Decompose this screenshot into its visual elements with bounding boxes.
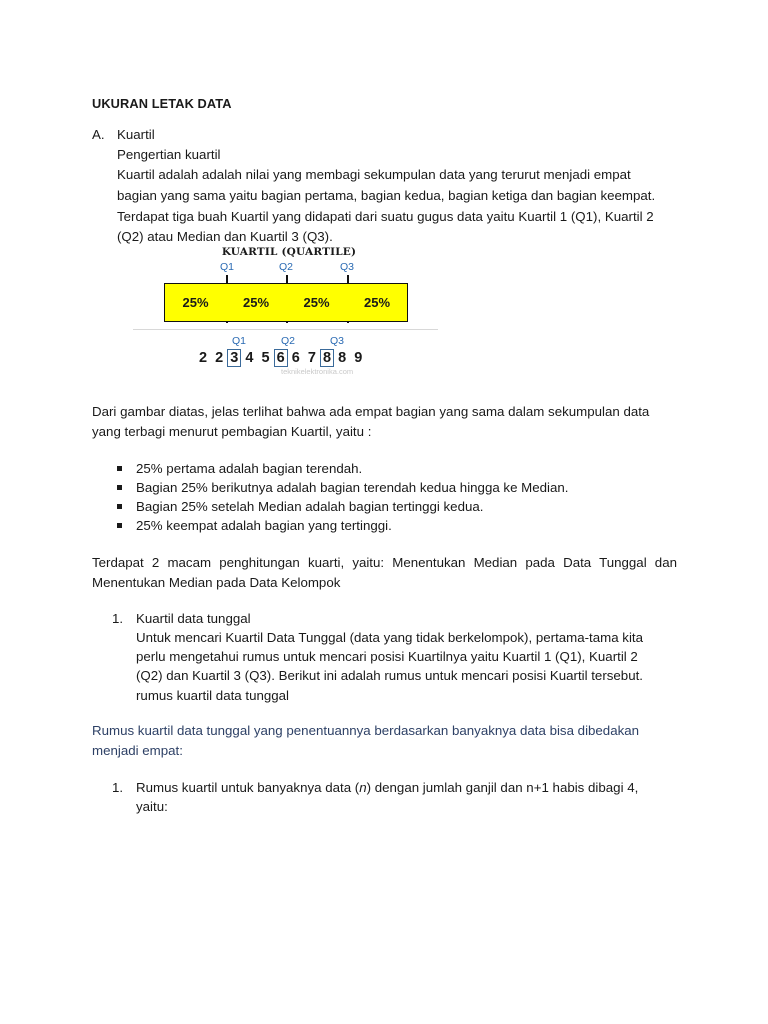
- document-title: UKURAN LETAK DATA: [92, 96, 232, 111]
- segment-3: 25%: [303, 295, 330, 310]
- bullet-item: 25% keempat adalah bagian yang tertinggi.: [136, 518, 392, 533]
- paragraph-line: Terdapat 2 macam penghitungan kuarti, yaitu: Menentukan Median pada Data Tunggal dan: [92, 555, 677, 570]
- paragraph-line: Kuartil adalah adalah nilai yang membagi sekumpulan data yang terurut menjadi empat: [117, 167, 631, 182]
- quartile-bar: [164, 283, 408, 322]
- seq-value: 9: [354, 350, 363, 366]
- paragraph-line: Dari gambar diatas, jelas terlihat bahwa ada empat bagian yang sama dalam sekumpulan data: [92, 404, 650, 419]
- section-a-subheading: Pengertian kuartil: [117, 147, 221, 162]
- segment-2: 25%: [242, 295, 270, 310]
- bullet-square-icon: [117, 523, 122, 528]
- bullet-square-icon: [117, 466, 122, 471]
- lower-label-q2: Q2: [281, 335, 296, 347]
- seq-value: 2: [199, 350, 208, 366]
- data-sequence: [199, 350, 362, 366]
- blue-paragraph-line: Rumus kuartil data tunggal yang penentuannya berdasarkan banyaknya data bisa dibedakan: [92, 723, 640, 738]
- seq-value: 5: [261, 350, 270, 366]
- rumus-text: Rumus kuartil untuk banyaknya data (: [136, 780, 360, 795]
- rumus-variable: n: [359, 780, 367, 795]
- bullet-item: Bagian 25% setelah Median adalah bagian tertinggi kedua.: [136, 499, 484, 514]
- seq-value: 7: [307, 350, 316, 366]
- seq-value: 2: [215, 350, 224, 366]
- bullet-square-icon: [117, 504, 122, 509]
- figure-divider: [133, 329, 438, 330]
- lower-label-q3: Q3: [330, 335, 345, 347]
- quartile-label-q1: Q1: [220, 261, 235, 273]
- item1-line: rumus kuartil data tunggal: [136, 688, 289, 703]
- item1-line: (Q2) dan Kuartil 3 (Q3). Berikut ini adalah rumus untuk mencari posisi Kuartil tersebut.: [136, 668, 643, 683]
- lower-label-q1: Q1: [232, 335, 247, 347]
- paragraph-line: Menentukan Median pada Data Kelompok: [92, 575, 341, 590]
- bullet-item: Bagian 25% berikutnya adalah bagian terendah kedua hingga ke Median.: [136, 480, 569, 495]
- item1-line: perlu mengetahui rumus untuk mencari posisi Kuartilnya yaitu Kuartil 1 (Q1), Kuartil 2: [136, 649, 638, 664]
- seq-value: 6: [291, 350, 300, 366]
- seq-value: 8: [338, 350, 347, 366]
- rumus-item-marker: 1.: [112, 780, 124, 795]
- paragraph-line: yang terbagi menurut pembagian Kuartil, yaitu :: [92, 424, 372, 439]
- paragraph-line: Terdapat tiga buah Kuartil yang didapati dari suatu gugus data yaitu Kuartil 1 (Q1), Kuartil 2: [117, 209, 654, 224]
- seq-value-q3: 8: [320, 349, 334, 367]
- watermark: teknikelektronika.com: [281, 367, 354, 376]
- rumus-text: ) dengan jumlah ganjil dan n+1 habis dibagi 4,: [366, 780, 639, 795]
- paragraph-line: (Q2) atau Median dan Kuartil 3 (Q3).: [117, 229, 333, 244]
- section-a-marker: A.: [92, 127, 105, 142]
- segment-1: 25%: [182, 295, 209, 310]
- paragraph-line: bagian yang sama yaitu bagian pertama, bagian kedua, bagian ketiga dan bagian keempat.: [117, 188, 656, 203]
- item1-heading: Kuartil data tunggal: [136, 611, 251, 626]
- quartile-figure: [133, 246, 445, 384]
- rumus-item-line: yaitu:: [136, 799, 168, 814]
- item1-line: Untuk mencari Kuartil Data Tunggal (data yang tidak berkelompok), pertama-tama kita: [136, 630, 644, 645]
- seq-value-q2: 6: [274, 349, 288, 367]
- blue-paragraph-line: menjadi empat:: [92, 743, 183, 758]
- rumus-item-line: [136, 778, 638, 797]
- segment-4: 25%: [363, 295, 391, 310]
- seq-value-q1: 3: [227, 349, 241, 367]
- section-a-heading: Kuartil: [117, 127, 155, 142]
- bullet-square-icon: [117, 485, 122, 490]
- item1-marker: 1.: [112, 611, 124, 626]
- bullet-item: 25% pertama adalah bagian terendah.: [136, 461, 363, 476]
- figure-title: KUARTIL (QUARTILE): [221, 246, 357, 258]
- quartile-label-q3: Q3: [340, 261, 355, 273]
- quartile-label-q2: Q2: [279, 261, 294, 273]
- seq-value: 4: [245, 350, 254, 366]
